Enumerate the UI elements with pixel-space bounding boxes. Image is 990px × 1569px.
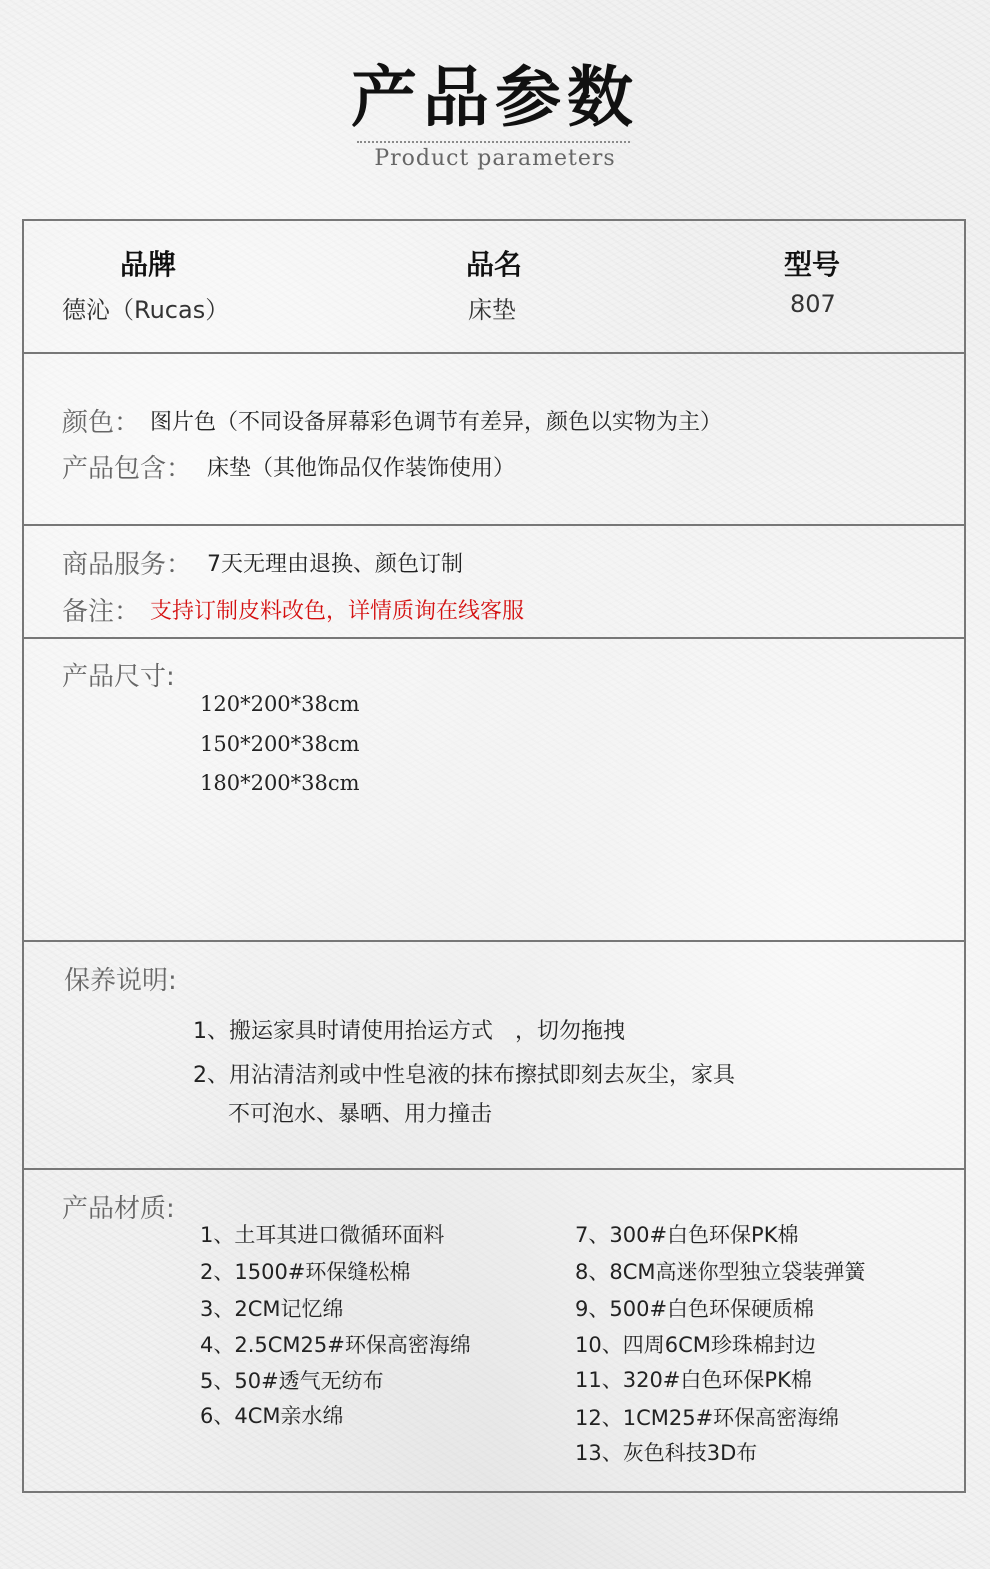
care-item: 2、用沾清洁剂或中性皂液的抹布擦拭即刻去灰尘，家具 bbox=[193, 1063, 735, 1088]
size-item: 120*200*38cm bbox=[200, 692, 360, 716]
material-item: 12、1CM25#环保高密海绵 bbox=[575, 1406, 840, 1430]
brand-label: 品牌 bbox=[120, 248, 177, 281]
row-divider bbox=[22, 352, 964, 354]
material-item: 11、320#白色环保PK棉 bbox=[575, 1368, 812, 1392]
material-item: 7、300#白色环保PK棉 bbox=[575, 1223, 799, 1247]
package-label: 产品包含： bbox=[62, 454, 193, 484]
size-item: 180*200*38cm bbox=[200, 771, 360, 795]
title-divider bbox=[357, 141, 630, 143]
service-value: 7天无理由退换、颜色订制 bbox=[207, 552, 463, 577]
product-name-value: 床垫 bbox=[468, 296, 516, 324]
page-subtitle: Product parameters bbox=[374, 146, 616, 171]
row-divider bbox=[22, 637, 964, 639]
color-value: 图片色（不同设备屏幕彩色调节有差异，颜色以实物为主） bbox=[150, 410, 723, 435]
service-label: 商品服务： bbox=[62, 550, 193, 580]
material-item: 10、四周6CM珍珠棉封边 bbox=[575, 1333, 816, 1357]
material-item: 1、土耳其进口微循环面料 bbox=[200, 1223, 445, 1247]
material-item: 3、2CM记忆绵 bbox=[200, 1297, 344, 1321]
row-divider bbox=[22, 524, 964, 526]
size-item: 150*200*38cm bbox=[200, 732, 360, 756]
brand-value: 德沁（Rucas） bbox=[62, 296, 230, 324]
material-item: 6、4CM亲水绵 bbox=[200, 1404, 344, 1428]
model-value: 807 bbox=[790, 290, 836, 318]
material-item: 4、2.5CM25#环保高密海绵 bbox=[200, 1333, 471, 1357]
product-name-label: 品名 bbox=[466, 248, 523, 281]
care-item: 1、搬运家具时请使用抬运方式 ，切勿拖拽 bbox=[193, 1019, 625, 1044]
care-item-continued: 不可泡水、暴晒、用力撞击 bbox=[228, 1102, 493, 1127]
care-label: 保养说明: bbox=[64, 966, 177, 996]
model-label: 型号 bbox=[784, 248, 841, 281]
row-divider bbox=[22, 1168, 964, 1170]
package-value: 床垫（其他饰品仅作装饰使用） bbox=[207, 456, 516, 481]
remark-label: 备注： bbox=[62, 597, 141, 627]
material-item: 2、1500#环保缝松棉 bbox=[200, 1260, 411, 1284]
material-item: 8、8CM高迷你型独立袋装弹簧 bbox=[575, 1260, 866, 1284]
remark-value: 支持订制皮料改色，详情质询在线客服 bbox=[150, 599, 525, 624]
material-item: 5、50#透气无纺布 bbox=[200, 1369, 384, 1393]
material-label: 产品材质: bbox=[62, 1194, 175, 1224]
page-title: 产品参数 bbox=[351, 59, 639, 136]
material-item: 13、灰色科技3D布 bbox=[575, 1441, 758, 1465]
material-item: 9、500#白色环保硬质棉 bbox=[575, 1297, 815, 1321]
row-divider bbox=[22, 940, 964, 942]
size-label: 产品尺寸: bbox=[62, 662, 175, 692]
color-label: 颜色： bbox=[62, 408, 141, 438]
